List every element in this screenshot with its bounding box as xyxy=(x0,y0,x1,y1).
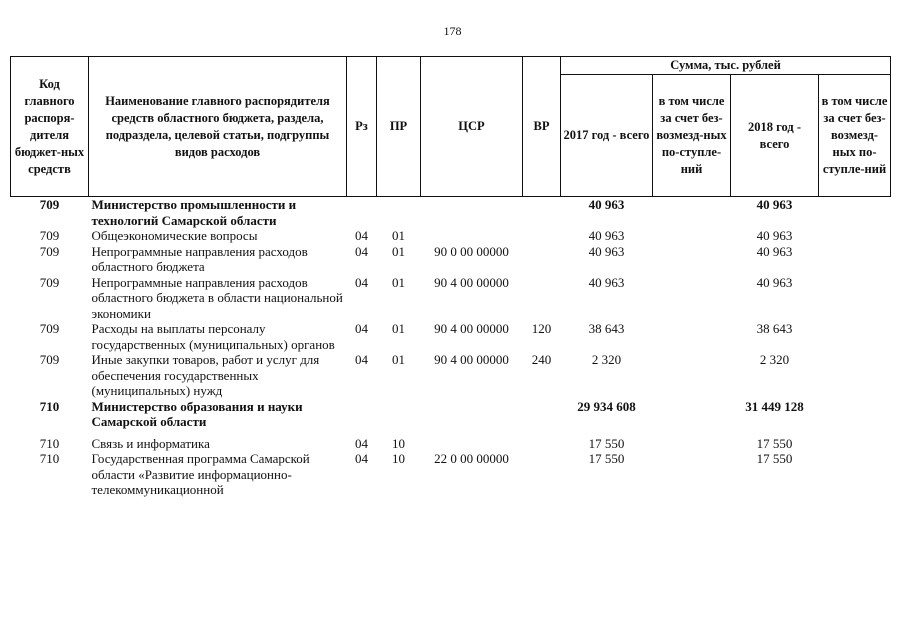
row-name: Министерство промышленности и технологий Самарской области xyxy=(91,197,297,228)
table-row xyxy=(11,436,891,452)
row-incl-2017 xyxy=(653,436,731,452)
header-csr: ЦСР xyxy=(421,57,523,197)
row-incl-2017 xyxy=(653,197,731,229)
row-pr: 10 xyxy=(392,435,405,451)
row-name: Расходы на выплаты персоналу государственных (муниципальных) органов xyxy=(91,321,335,352)
row-vr xyxy=(523,244,561,275)
row-rz: 04 xyxy=(355,243,368,259)
row-incl-2018 xyxy=(819,197,891,229)
row-pr xyxy=(377,197,421,229)
row-csr: 22 0 00 00000 xyxy=(434,451,509,466)
row-incl-2017 xyxy=(653,275,731,322)
row-code: 709 xyxy=(39,197,60,212)
table-row xyxy=(11,352,891,399)
row-csr xyxy=(421,197,523,229)
header-vr: ВР xyxy=(523,57,561,197)
row-code: 709 xyxy=(39,243,60,259)
row-vr xyxy=(523,197,561,229)
row-name: Министерство образования и науки Самарской области xyxy=(91,398,303,429)
row-vr xyxy=(523,228,561,244)
row-csr: 90 4 00 00000 xyxy=(434,321,509,336)
header-sum: Сумма, тыс. рублей xyxy=(561,57,891,75)
row-code: 710 xyxy=(39,451,60,466)
row-sum-2018: 40 963 xyxy=(756,243,793,259)
row-incl-2017 xyxy=(653,451,731,498)
row-vr xyxy=(523,275,561,322)
row-code: 710 xyxy=(39,435,60,451)
row-incl-2017 xyxy=(653,352,731,399)
table-row xyxy=(11,399,891,430)
row-rz xyxy=(347,197,377,229)
row-rz: 04 xyxy=(355,451,368,466)
row-sum-2018: 31 449 128 xyxy=(745,398,804,414)
row-sum-2018: 17 550 xyxy=(756,451,793,466)
row-sum-2017: 40 963 xyxy=(588,243,625,259)
row-sum-2018: 17 550 xyxy=(756,435,793,451)
header-2018-incl: в том числе за счет без-возмезд-ных по-ступле-ний xyxy=(819,75,891,197)
row-incl-2017 xyxy=(653,321,731,352)
row-name: Иные закупки товаров, работ и услуг для обеспечения государственных (муниципальных) нужд xyxy=(91,352,320,398)
row-name: Связь и информатика xyxy=(91,435,210,451)
row-name: Общеэкономические вопросы xyxy=(91,228,258,243)
row-code: 709 xyxy=(39,321,60,336)
header-2018-total: 2018 год - всего xyxy=(731,75,819,197)
row-csr xyxy=(421,228,523,244)
row-csr: 90 4 00 00000 xyxy=(434,274,509,290)
row-rz: 04 xyxy=(355,321,368,336)
row-incl-2018 xyxy=(819,352,891,399)
row-csr xyxy=(421,399,523,430)
row-rz: 04 xyxy=(355,228,368,243)
row-sum-2017: 29 934 608 xyxy=(577,398,636,414)
row-sum-2018: 40 963 xyxy=(756,197,793,212)
row-incl-2017 xyxy=(653,228,731,244)
row-incl-2017 xyxy=(653,399,731,430)
budget-table xyxy=(10,56,891,498)
header-code: Код главного распоря-дителя бюджет-ных средств xyxy=(11,57,89,197)
row-pr: 01 xyxy=(392,243,405,259)
row-rz xyxy=(347,399,377,430)
row-pr: 01 xyxy=(392,352,405,367)
row-incl-2018 xyxy=(819,275,891,322)
header-pr: ПР xyxy=(377,57,421,197)
row-sum-2018: 2 320 xyxy=(759,352,790,367)
row-code: 709 xyxy=(39,352,60,367)
row-sum-2017: 17 550 xyxy=(588,435,625,451)
table-row xyxy=(11,275,891,322)
row-name: Государственная программа Самарской области «Развитие информационно-телекоммуникационной xyxy=(91,451,310,497)
row-name: Непрограммные направления расходов областного бюджета в области национальной экономики xyxy=(91,274,343,321)
row-pr: 01 xyxy=(392,274,405,290)
row-pr: 01 xyxy=(392,228,405,243)
row-sum-2017: 40 963 xyxy=(588,228,625,243)
row-csr: 90 0 00 00000 xyxy=(434,243,509,259)
row-vr: 240 xyxy=(531,352,552,367)
row-vr xyxy=(523,399,561,430)
header-2017-incl: в том числе за счет без-возмезд-ных по-ступле-ний xyxy=(653,75,731,197)
row-vr xyxy=(523,451,561,498)
row-csr: 90 4 00 00000 xyxy=(434,352,509,367)
row-vr: 120 xyxy=(531,321,552,336)
table-row xyxy=(11,197,891,229)
row-sum-2017: 17 550 xyxy=(588,451,625,466)
row-code: 709 xyxy=(39,274,60,290)
table-row xyxy=(11,244,891,275)
table-row xyxy=(11,228,891,244)
row-sum-2018: 40 963 xyxy=(756,228,793,243)
row-incl-2018 xyxy=(819,436,891,452)
header-rz: Рз xyxy=(347,57,377,197)
row-incl-2018 xyxy=(819,399,891,430)
header-2017-total: 2017 год - всего xyxy=(561,75,653,197)
row-code: 709 xyxy=(39,228,60,243)
row-csr xyxy=(421,436,523,452)
row-incl-2018 xyxy=(819,228,891,244)
table-body xyxy=(11,197,891,498)
row-rz: 04 xyxy=(355,352,368,367)
header-name: Наименование главного распорядителя средств областного бюджета, раздела, подраздела, целевой статьи, подгруппы видов расходов xyxy=(89,57,347,197)
row-sum-2018: 38 643 xyxy=(756,321,793,336)
row-sum-2018: 40 963 xyxy=(756,274,793,290)
row-incl-2018 xyxy=(819,451,891,498)
row-code: 710 xyxy=(39,398,60,414)
row-incl-2017 xyxy=(653,244,731,275)
page-number: 178 xyxy=(443,24,462,38)
row-sum-2017: 38 643 xyxy=(588,321,625,336)
row-sum-2017: 2 320 xyxy=(591,352,622,367)
row-pr: 01 xyxy=(392,321,405,336)
row-rz: 04 xyxy=(355,435,368,451)
table-row xyxy=(11,451,891,498)
row-vr xyxy=(523,436,561,452)
row-incl-2018 xyxy=(819,244,891,275)
row-incl-2018 xyxy=(819,321,891,352)
row-pr xyxy=(377,399,421,430)
row-sum-2017: 40 963 xyxy=(588,197,625,212)
row-name: Непрограммные направления расходов областного бюджета xyxy=(91,243,308,274)
table-row xyxy=(11,321,891,352)
row-rz: 04 xyxy=(355,274,368,290)
row-pr: 10 xyxy=(392,451,405,466)
row-sum-2017: 40 963 xyxy=(588,274,625,290)
